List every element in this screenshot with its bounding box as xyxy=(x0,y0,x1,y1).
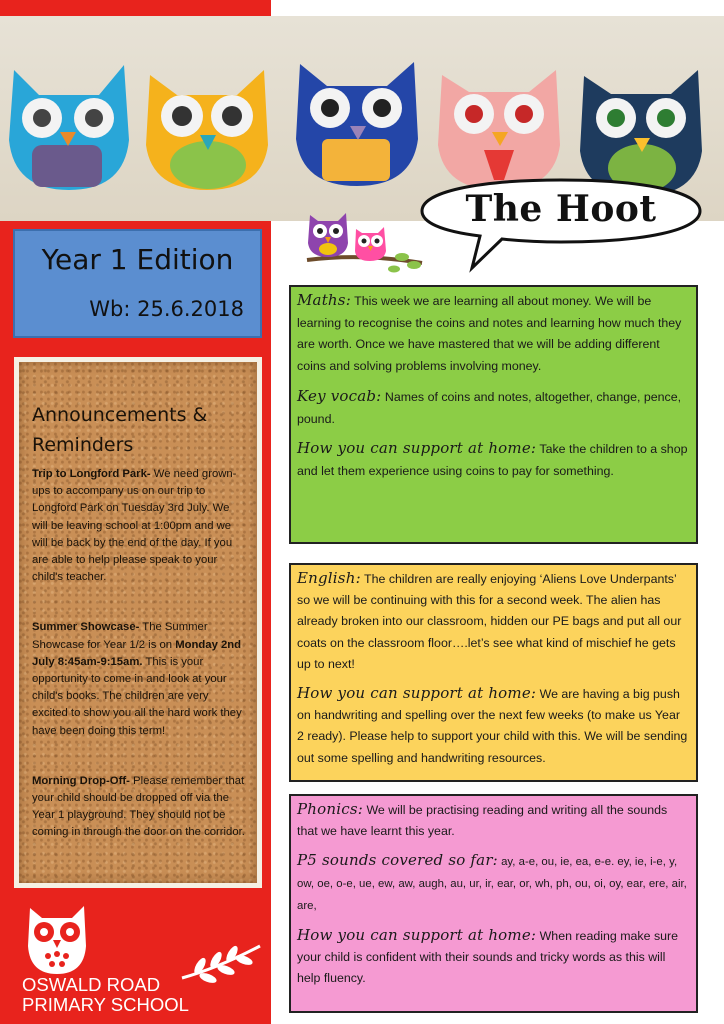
announcements-title: Announcements & Reminders xyxy=(32,404,208,456)
navy-owl-icon xyxy=(282,44,432,194)
week-beginning-date: Wb: 25.6.2018 xyxy=(89,297,244,321)
maths-heading: Maths: xyxy=(297,291,351,309)
english-support-heading: How you can support at home: xyxy=(297,684,537,703)
key-vocab-heading: Key vocab: xyxy=(297,386,382,405)
yellow-owl-icon xyxy=(132,50,282,200)
newsletter-title: The Hoot xyxy=(465,188,657,230)
sounds-heading: P5 sounds covered so far: xyxy=(297,851,498,869)
phonics-heading: Phonics: xyxy=(297,800,363,818)
school-name: OSWALD ROAD PRIMARY SCHOOL xyxy=(22,974,189,1015)
school-owl-logo-icon xyxy=(24,902,90,976)
english-section: English: The children are really enjoying ‘Aliens Love Underpants’ so we will be continuing with this for a second week. The alien has already broken into our classroom, hidden our PE bags and put all our coats on the classroom floor….let’s see what kind of mischief he gets up to next! How you can support at home: We are having a big push on handwriting and spelling over the next few weeks (to make us Year 2 ready). Please help to support your child with this. We will be sending out some spelling and handwriting resources. xyxy=(289,563,698,782)
announcements-corkboard xyxy=(14,357,262,888)
phonics-support-heading: How you can support at home: xyxy=(297,926,537,944)
english-heading: English: xyxy=(297,569,361,587)
owls-on-branch-icon xyxy=(302,205,427,280)
edition-box xyxy=(13,229,262,338)
school-branch-logo-icon xyxy=(178,938,264,984)
phonics-section: Phonics: We will be practising reading and writing all the sounds that we have learnt this year. P5 sounds covered so far: ay, a-e, ou, ie, ea, e-e. ey, ie, i-e, y, ow, oe, o-e, ue, ew, aw, augh, au, ur, ir, ear, or, wh, ph, ou, oi, oy, ear, ere, air, are, How you can support at home: When reading make sure your child is confident with their sounds and tricky words as this will help fluency. xyxy=(289,794,698,1013)
maths-support-heading: How you can support at home: xyxy=(297,439,537,458)
announcement-drop-off: Morning Drop-Off- Please remember that your child should be dropped off via the Year 1 playground. They should not be coming in through the door on the corridor. xyxy=(32,774,245,839)
maths-section: Maths: This week we are learning all about money. We will be learning to recognise the coins and notes and learning how much they are worth. Once we have mastered that we will be adding different coins and solving problems involving money. Key vocab: Names of coins and notes, altogether, change, pence, pound. How you can support at home: Take the children to a shop and let them experience using coins to pay for something. xyxy=(289,285,698,544)
blue-owl-icon xyxy=(0,50,144,200)
edition-title: Year 1 Edition xyxy=(41,243,234,276)
announcement-showcase: Summer Showcase- The Summer Showcase for Year 1/2 is on Monday 2nd July 8:45am-9:15am. This is your opportunity to come in and look at your child's books. The children are very excited to show you all the hard work they have been doing this term! xyxy=(32,621,242,737)
announcement-trip: Trip to Longford Park- We need grown-ups to accompany us on our trip to Longford Park on Tuesday 3rd July. We will be leaving school at 1:00pm and we will be back by the end of the day. If you are able to help please speak to your child's teacher. xyxy=(32,468,237,584)
title-speech-bubble xyxy=(420,178,702,250)
